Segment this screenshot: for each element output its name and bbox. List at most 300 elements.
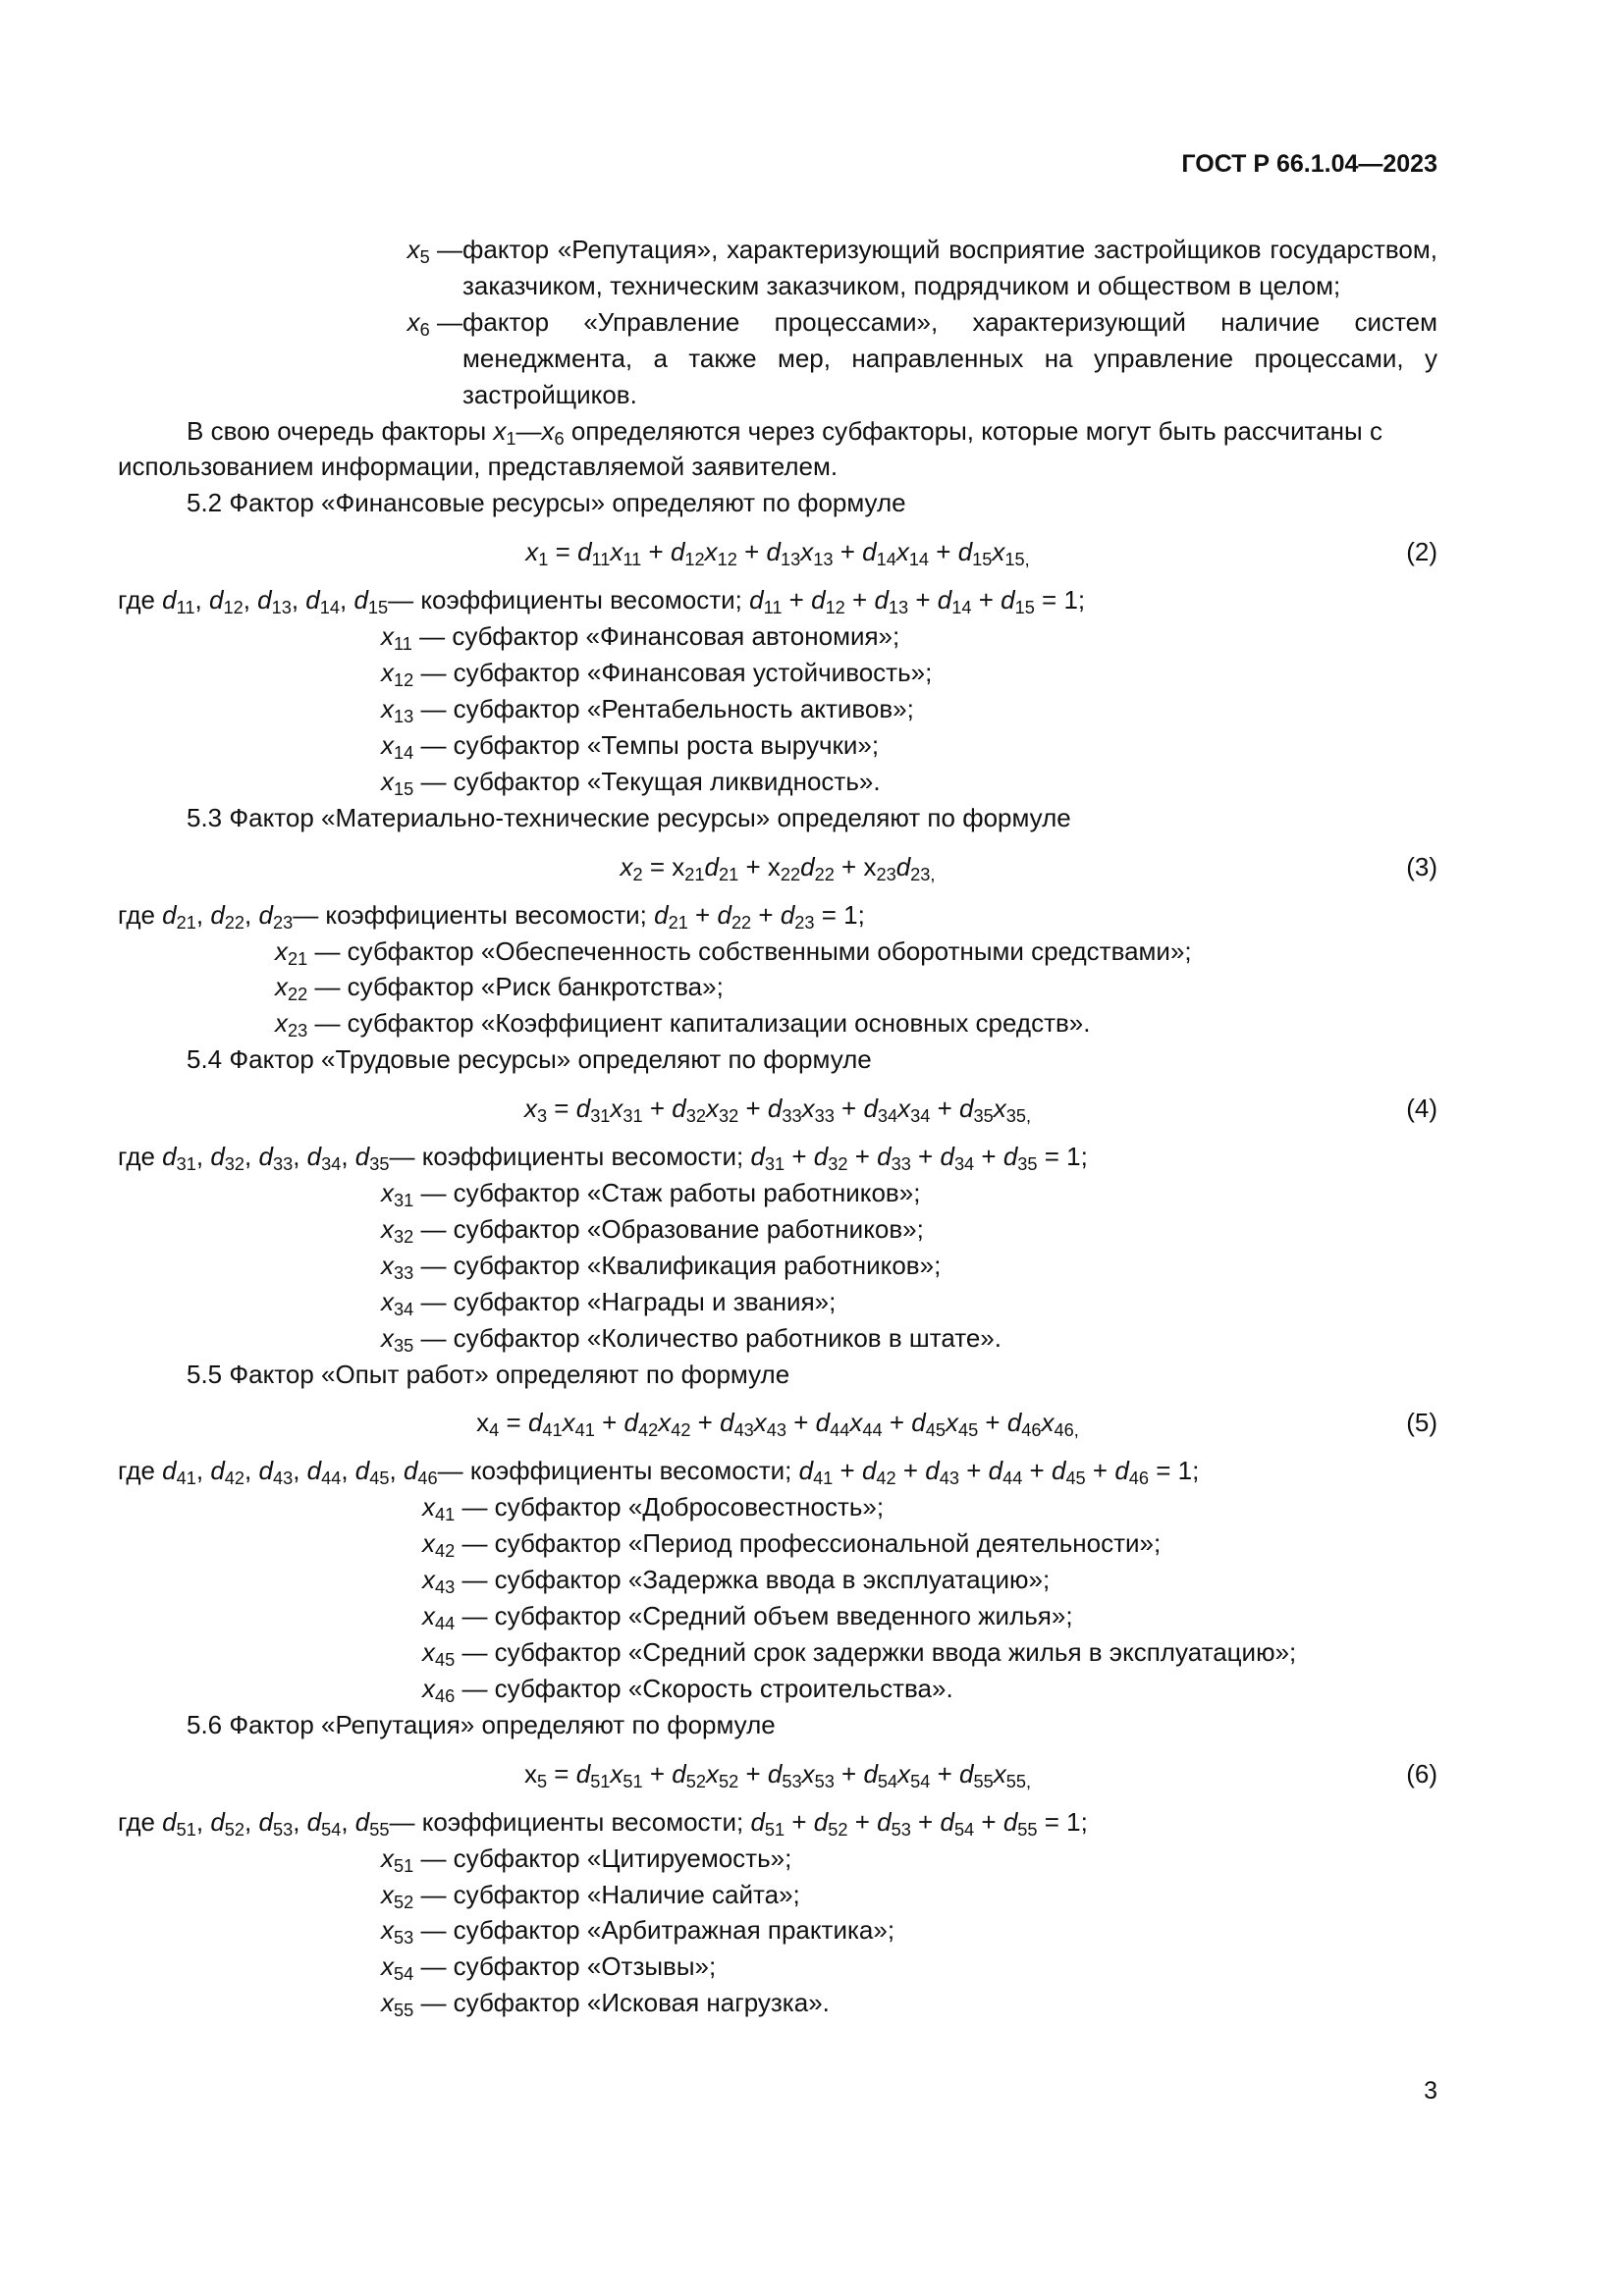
variable: [800, 851, 835, 884]
variable-index: 42: [224, 1468, 245, 1489]
variable: [381, 766, 414, 799]
variable-index: 54: [953, 1819, 975, 1840]
variable: [704, 851, 739, 884]
variable: [354, 1456, 390, 1489]
variable-index: 53: [814, 1771, 835, 1791]
variable-index: 41: [435, 1505, 456, 1525]
variable-index: 51: [394, 1855, 414, 1876]
subfactor-name: «Стаж работы работников»;: [586, 1178, 921, 1208]
variable-letter: d: [862, 537, 877, 567]
variable-index: 45: [925, 1420, 946, 1441]
variable-letter: x: [620, 851, 633, 881]
subfactor-list: [118, 1489, 1437, 1706]
variable-index: 43: [435, 1577, 456, 1598]
variable-index: 45: [1065, 1468, 1086, 1489]
variable: [258, 1142, 294, 1175]
variable: [306, 1806, 342, 1840]
variable-index: 21: [176, 912, 196, 933]
variable: [1114, 1456, 1150, 1489]
variable: [877, 1806, 911, 1840]
variable-letter: d: [1002, 1142, 1018, 1172]
variable: [381, 621, 412, 655]
variable: [672, 1759, 706, 1789]
variable-index: 34: [910, 1106, 931, 1127]
formula: [118, 1086, 1437, 1131]
variable: [381, 1842, 414, 1876]
subfactor-list: [118, 1841, 1437, 2022]
variable-index: 51: [590, 1771, 611, 1791]
variable: [862, 537, 896, 570]
subfactor-name: «Обеспеченность собственными оборотными средствами»;: [480, 935, 1192, 966]
variable-letter: x: [993, 1094, 1006, 1124]
variable-index: 13: [394, 707, 414, 727]
variable-index: 35: [394, 1335, 414, 1356]
subfactor-item: $x_{34}$ — субфактор «Награды и звания»;: [381, 1286, 837, 1319]
variable-index: 55: [394, 2001, 414, 2021]
variable-index: 45: [957, 1420, 979, 1441]
variable: [406, 306, 430, 340]
variable-letter: x: [422, 1492, 435, 1522]
variable-index: 12: [825, 598, 845, 618]
formula: [118, 529, 1437, 574]
coefficient-term: где $d_{41}$, $d_{42}$, $d_{43}$, $d_{44}$, $d_{45}$, $d_{46}$: [118, 1456, 438, 1489]
variable-letter: d: [720, 1408, 734, 1438]
variable-letter: x: [422, 1565, 435, 1595]
variable-index: 33: [394, 1262, 414, 1283]
variable-index: 35: [973, 1106, 994, 1127]
variable: [527, 1408, 563, 1441]
variable: [422, 1565, 456, 1598]
variable-index: 21: [684, 864, 705, 884]
variable-index: 32: [828, 1154, 848, 1175]
subfactor-item: $x_{44}$ — субфактор «Средний объем введенного жилья»;: [422, 1601, 1073, 1634]
variable: [476, 1408, 500, 1441]
variable-index: 43: [939, 1468, 959, 1489]
variable-letter: d: [704, 851, 719, 881]
variable-letter: x: [753, 1408, 767, 1438]
variable: [815, 1408, 850, 1441]
variable: [162, 585, 195, 618]
variable: [381, 1213, 414, 1248]
variable: [798, 1456, 834, 1489]
variable-index: 52: [224, 1819, 245, 1840]
coefficient-definition: [118, 1804, 1437, 1841]
subfactor-name: «Задержка ввода в эксплуатацию»;: [627, 1565, 1051, 1595]
variable-letter: d: [672, 1094, 686, 1124]
variable-index: 32: [394, 1227, 414, 1248]
variable-index: 42: [435, 1541, 456, 1562]
variable-letter: d: [937, 585, 952, 615]
variable-letter: x: [672, 851, 685, 881]
variable-index: 43: [733, 1420, 754, 1441]
variable: [258, 1456, 294, 1489]
variable-letter: d: [258, 1806, 273, 1837]
variable: [863, 1094, 898, 1127]
variable-letter: x: [381, 1988, 394, 2018]
factor-description: фактор «Управление процессами», характеризующий наличие систем менеджмента, а также мер, направленных на управление процессами, у застройщиков.: [462, 306, 1437, 409]
variable-letter: d: [863, 1758, 878, 1789]
variable-letter: x: [381, 693, 394, 723]
variable-letter: d: [210, 1806, 225, 1837]
variable: [959, 1759, 994, 1789]
variable-letter: x: [406, 306, 420, 337]
document-body: [118, 232, 1437, 2021]
variable-index: 41: [813, 1468, 834, 1489]
variable-index: 23: [794, 912, 815, 933]
variable-index: 44: [321, 1468, 342, 1489]
variable: [577, 537, 611, 570]
variable: [672, 1094, 706, 1127]
variable: [523, 1094, 548, 1127]
variable-letter: x: [476, 1408, 490, 1438]
variable-letter: d: [354, 1456, 370, 1486]
variable-letter: d: [767, 1758, 783, 1789]
variable: [813, 1806, 848, 1840]
variable-letter: d: [354, 1806, 370, 1837]
coefficient-definition: [118, 1453, 1437, 1489]
variable: [1002, 1806, 1038, 1840]
variable: [994, 1759, 1031, 1789]
variable: [1051, 1456, 1086, 1489]
section-heading: 5.3 Фактор «Материально-технические ресурсы» определяют по формуле: [187, 802, 1071, 832]
subfactor-name: «Финансовая автономия»;: [585, 621, 900, 652]
variable-letter: d: [815, 1408, 831, 1438]
variable: [210, 1142, 245, 1175]
variable-letter: d: [577, 537, 592, 567]
variable-index: 32: [719, 1106, 739, 1127]
variable: [381, 1879, 414, 1912]
variable-index: 35,: [1005, 1106, 1032, 1127]
variable-index: 54: [877, 1771, 898, 1791]
variable: [849, 1408, 883, 1441]
variable-letter: d: [210, 1142, 225, 1172]
variable-index: 6: [554, 428, 565, 449]
variable: [354, 1142, 390, 1175]
variable-index: 31: [764, 1154, 785, 1175]
variable-index: 11: [394, 634, 412, 655]
variable-letter: x: [562, 1408, 575, 1438]
factor-definition-list: [118, 232, 1437, 413]
variable: [1002, 1142, 1038, 1175]
variable-letter: d: [767, 1094, 783, 1124]
variable-letter: d: [1051, 1456, 1066, 1486]
variable-letter: x: [381, 1178, 394, 1208]
variable-letter: x: [493, 415, 507, 446]
variable: [750, 1806, 785, 1840]
variable: [1001, 585, 1035, 618]
formula-section: [118, 1041, 1437, 1356]
variable: [706, 1094, 739, 1127]
variable-letter: x: [801, 1758, 815, 1789]
formula-expression: $x_5 = d_{51}x_{51} + d_{52}x_{52} + d_{53}x_{53} + d_{54}x_{54} + d_{55}x_{55,}$: [523, 1758, 1032, 1791]
variable-letter: d: [766, 537, 781, 567]
variable-letter: x: [406, 235, 420, 264]
subfactor-name: «Исковая нагрузка».: [586, 1988, 830, 2018]
variable-index: 46,: [1054, 1420, 1079, 1441]
variable-letter: x: [658, 1408, 672, 1438]
variable: [610, 1759, 642, 1789]
variable: [381, 1250, 414, 1283]
variable-index: 6: [419, 319, 430, 340]
variable: [897, 1094, 931, 1127]
variable-letter: x: [523, 1094, 537, 1124]
variable: [381, 1286, 414, 1319]
variable-letter: d: [306, 1142, 322, 1172]
variable-index: 15: [972, 550, 993, 570]
coefficient-description: — коэффициенты весомости; $d_{11} + d_{12} + d_{13} + d_{14} + d_{15} = 1$;: [388, 585, 1086, 618]
variable-index: 3: [536, 1106, 548, 1127]
variable-letter: d: [210, 899, 225, 930]
variable-letter: d: [798, 1456, 814, 1486]
variable-index: 12: [717, 550, 737, 570]
variable-index: 42: [876, 1468, 896, 1489]
variable-letter: x: [381, 658, 394, 688]
variable: [525, 537, 549, 570]
equation-number: (4): [1406, 1094, 1437, 1124]
variable-index: 22: [780, 864, 801, 884]
variable-letter: x: [704, 537, 718, 567]
variable: [706, 1759, 738, 1789]
variable: [623, 1408, 659, 1441]
variable-letter: x: [381, 1842, 394, 1873]
variable-letter: x: [381, 1915, 394, 1946]
variable-index: 55: [973, 1771, 994, 1791]
variable: [422, 1673, 456, 1706]
variable-letter: d: [940, 1806, 954, 1837]
variable-index: 1: [538, 550, 549, 570]
variable: [1041, 1408, 1079, 1441]
variable: [768, 1759, 802, 1789]
variable-index: 31: [394, 1191, 414, 1211]
variable-index: 43: [766, 1420, 787, 1441]
variable-letter: d: [877, 1806, 892, 1837]
subfactor-item: $x_{11}$ — субфактор «Финансовая автономия»;: [381, 621, 900, 655]
variable: [575, 1094, 611, 1127]
variable-letter: d: [305, 585, 320, 615]
variable-letter: x: [541, 415, 555, 446]
variable: [422, 1637, 456, 1671]
variable-letter: d: [988, 1456, 1003, 1486]
subfactor-list: [118, 1175, 1437, 1357]
variable: [353, 585, 389, 618]
variable-index: 15: [1014, 598, 1035, 618]
coefficient-description: — коэффициенты весомости; $d_{51} + d_{52} + d_{53} + d_{54} + d_{55} = 1$;: [389, 1806, 1088, 1840]
variable-index: 41: [574, 1420, 595, 1441]
variable-letter: x: [801, 1094, 815, 1124]
page-number: 3: [1424, 2077, 1437, 2105]
variable-letter: x: [422, 1673, 435, 1703]
variable: [381, 1988, 414, 2021]
variable-letter: d: [717, 899, 731, 930]
variable: [813, 1142, 848, 1175]
coefficient-definition: [118, 897, 1437, 934]
coefficient-term: где $d_{31}$, $d_{32}$, $d_{33}$, $d_{34}$, $d_{35}$: [118, 1142, 390, 1175]
variable: [381, 658, 414, 691]
variable-index: 22: [814, 864, 835, 884]
variable-letter: x: [381, 1213, 394, 1244]
variable-letter: d: [925, 1456, 940, 1486]
variable-index: 53: [891, 1819, 911, 1840]
variable-letter: d: [957, 537, 973, 567]
variable-letter: x: [275, 935, 288, 966]
variable-letter: d: [811, 585, 826, 615]
variable-index: 22: [288, 985, 308, 1005]
variable-letter: d: [800, 851, 815, 881]
variable-letter: d: [306, 1456, 322, 1486]
variable-letter: d: [1114, 1456, 1129, 1486]
variable-index: 5: [536, 1771, 548, 1791]
variable: [863, 1759, 897, 1789]
variable-index: 13: [813, 550, 834, 570]
variable: [670, 537, 705, 570]
subfactor-item: $x_{52}$ — субфактор «Наличие сайта»;: [381, 1879, 800, 1912]
variable-letter: x: [863, 851, 877, 881]
variable-letter: d: [306, 1806, 322, 1837]
subfactor-item: $x_{13}$ — субфактор «Рентабельность активов»;: [381, 693, 914, 727]
variable-index: 33: [272, 1154, 294, 1175]
variable-index: 21: [288, 948, 308, 969]
variable: [422, 1492, 456, 1525]
coefficient-term: где $d_{51}$, $d_{52}$, $d_{53}$, $d_{54}$, $d_{55}$: [118, 1806, 390, 1840]
variable-letter: x: [422, 1601, 435, 1631]
variable-letter: d: [162, 1142, 177, 1172]
variable-index: 2: [632, 864, 643, 884]
subfactor-name: «Награды и звания»;: [586, 1286, 837, 1316]
section-heading: 5.2 Фактор «Финансовые ресурсы» определяют по формуле: [187, 488, 906, 518]
variable: [562, 1408, 595, 1441]
variable: [493, 415, 516, 449]
variable-letter: d: [750, 1806, 765, 1837]
equation-number: (3): [1406, 851, 1437, 881]
variable: [895, 851, 936, 884]
variable-index: 11: [763, 598, 783, 618]
formula-section: [118, 1357, 1437, 1707]
variable-index: 15: [367, 598, 389, 618]
formula: [118, 844, 1437, 889]
variable: [306, 1142, 342, 1175]
subfactor-name: «Средний объем введенного жилья»;: [627, 1601, 1073, 1631]
variable-letter: x: [275, 972, 288, 1002]
factor-definition: [118, 232, 1437, 304]
subfactor-item: $x_{12}$ — субфактор «Финансовая устойчивость»;: [381, 658, 933, 691]
variable-index: 13: [271, 598, 292, 618]
variable-index: 46: [1128, 1468, 1150, 1489]
variable-index: 23,: [910, 864, 936, 884]
coefficient-definition: [118, 1139, 1437, 1175]
subfactor-item: $x_{23}$ — субфактор «Коэффициент капитализации основных средств».: [275, 1008, 1091, 1041]
variable-letter: d: [813, 1142, 829, 1172]
variable: [306, 1456, 342, 1489]
variable-index: 11: [623, 550, 642, 570]
variable: [620, 851, 643, 884]
sections-container: [118, 485, 1437, 2021]
variable-index: 45: [369, 1468, 390, 1489]
section-heading: 5.6 Фактор «Репутация» определяют по формуле: [187, 1709, 776, 1739]
variable-index: 44: [435, 1614, 456, 1634]
variable-letter: d: [672, 1758, 686, 1789]
variable: [654, 899, 688, 933]
variable-letter: d: [257, 585, 272, 615]
variable: [802, 1759, 835, 1789]
variable-index: 51: [764, 1819, 785, 1840]
variable-index: 42: [637, 1420, 659, 1441]
variable-index: 14: [908, 550, 930, 570]
variable-letter: x: [381, 1250, 394, 1280]
variable: [208, 585, 244, 618]
variable-index: 34: [953, 1154, 975, 1175]
variable: [610, 1094, 643, 1127]
variable: [610, 537, 642, 570]
variable-index: 12: [684, 550, 705, 570]
variable: [257, 585, 292, 618]
variable-index: 14: [876, 550, 896, 570]
variable: [895, 537, 930, 570]
variable-index: 32: [685, 1106, 706, 1127]
subfactor-name: «Цитируемость»;: [586, 1842, 792, 1873]
subfactor-item: $x_{33}$ — субфактор «Квалификация работников»;: [381, 1250, 942, 1283]
variable: [749, 585, 783, 618]
variable-index: 21: [668, 912, 688, 933]
variable-letter: x: [381, 621, 394, 652]
variable: [275, 935, 308, 969]
variable-index: 55,: [1005, 1771, 1032, 1791]
variable-index: 51: [623, 1771, 643, 1791]
variable-letter: d: [623, 1408, 638, 1438]
variable-letter: d: [403, 1456, 418, 1486]
factor-definition: [118, 304, 1437, 413]
variable-index: 33: [814, 1106, 835, 1127]
subfactor-name: «Арбитражная практика»;: [586, 1915, 895, 1946]
variable-letter: d: [575, 1094, 591, 1124]
variable-letter: d: [1001, 585, 1015, 615]
variable-letter: d: [258, 1142, 273, 1172]
variable: [275, 1008, 308, 1041]
variable: [305, 585, 340, 618]
variable: [767, 851, 801, 884]
variable: [275, 972, 308, 1005]
subfactor-name: «Риск банкротства»;: [480, 972, 724, 1002]
variable-letter: x: [381, 1322, 394, 1353]
variable-letter: x: [610, 1758, 623, 1789]
variable-letter: d: [162, 1456, 177, 1486]
variable-letter: x: [381, 729, 394, 760]
variable: [162, 1142, 196, 1175]
variable-letter: x: [381, 766, 394, 796]
variable-index: 32: [224, 1154, 245, 1175]
variable-index: 33: [891, 1154, 911, 1175]
variable-letter: d: [780, 899, 795, 930]
variable: [992, 537, 1030, 570]
variable: [945, 1408, 979, 1441]
variable-letter: d: [1006, 1408, 1022, 1438]
variable-index: 54: [321, 1819, 342, 1840]
variable-index: 55: [1017, 1819, 1038, 1840]
variable-letter: d: [670, 537, 685, 567]
variable-index: 13: [888, 598, 909, 618]
variable-index: 34: [877, 1106, 898, 1127]
variable-letter: x: [849, 1408, 863, 1438]
variable-letter: d: [162, 1806, 177, 1837]
subfactor-item: $x_{14}$ — субфактор «Темпы роста выручки»;: [381, 729, 880, 763]
factor-description: фактор «Репутация», характеризующий восприятие застройщиков государством, заказчиком, техническим заказчиком, подрядчиком и обществом в целом;: [462, 235, 1437, 300]
variable: [381, 1951, 414, 1985]
section-heading: 5.4 Фактор «Трудовые ресурсы» определяют по формуле: [187, 1044, 872, 1075]
subfactor-item: $x_{31}$ — субфактор «Стаж работы работников»;: [381, 1178, 921, 1211]
variable-index: 31: [590, 1106, 611, 1127]
variable: [800, 537, 834, 570]
variable: [897, 1759, 930, 1789]
formula-expression: $x_1 = d_{11}x_{11} + d_{12}x_{12} + d_{13}x_{13} + d_{14}x_{14} + d_{15}x_{15,}$: [525, 537, 1030, 570]
